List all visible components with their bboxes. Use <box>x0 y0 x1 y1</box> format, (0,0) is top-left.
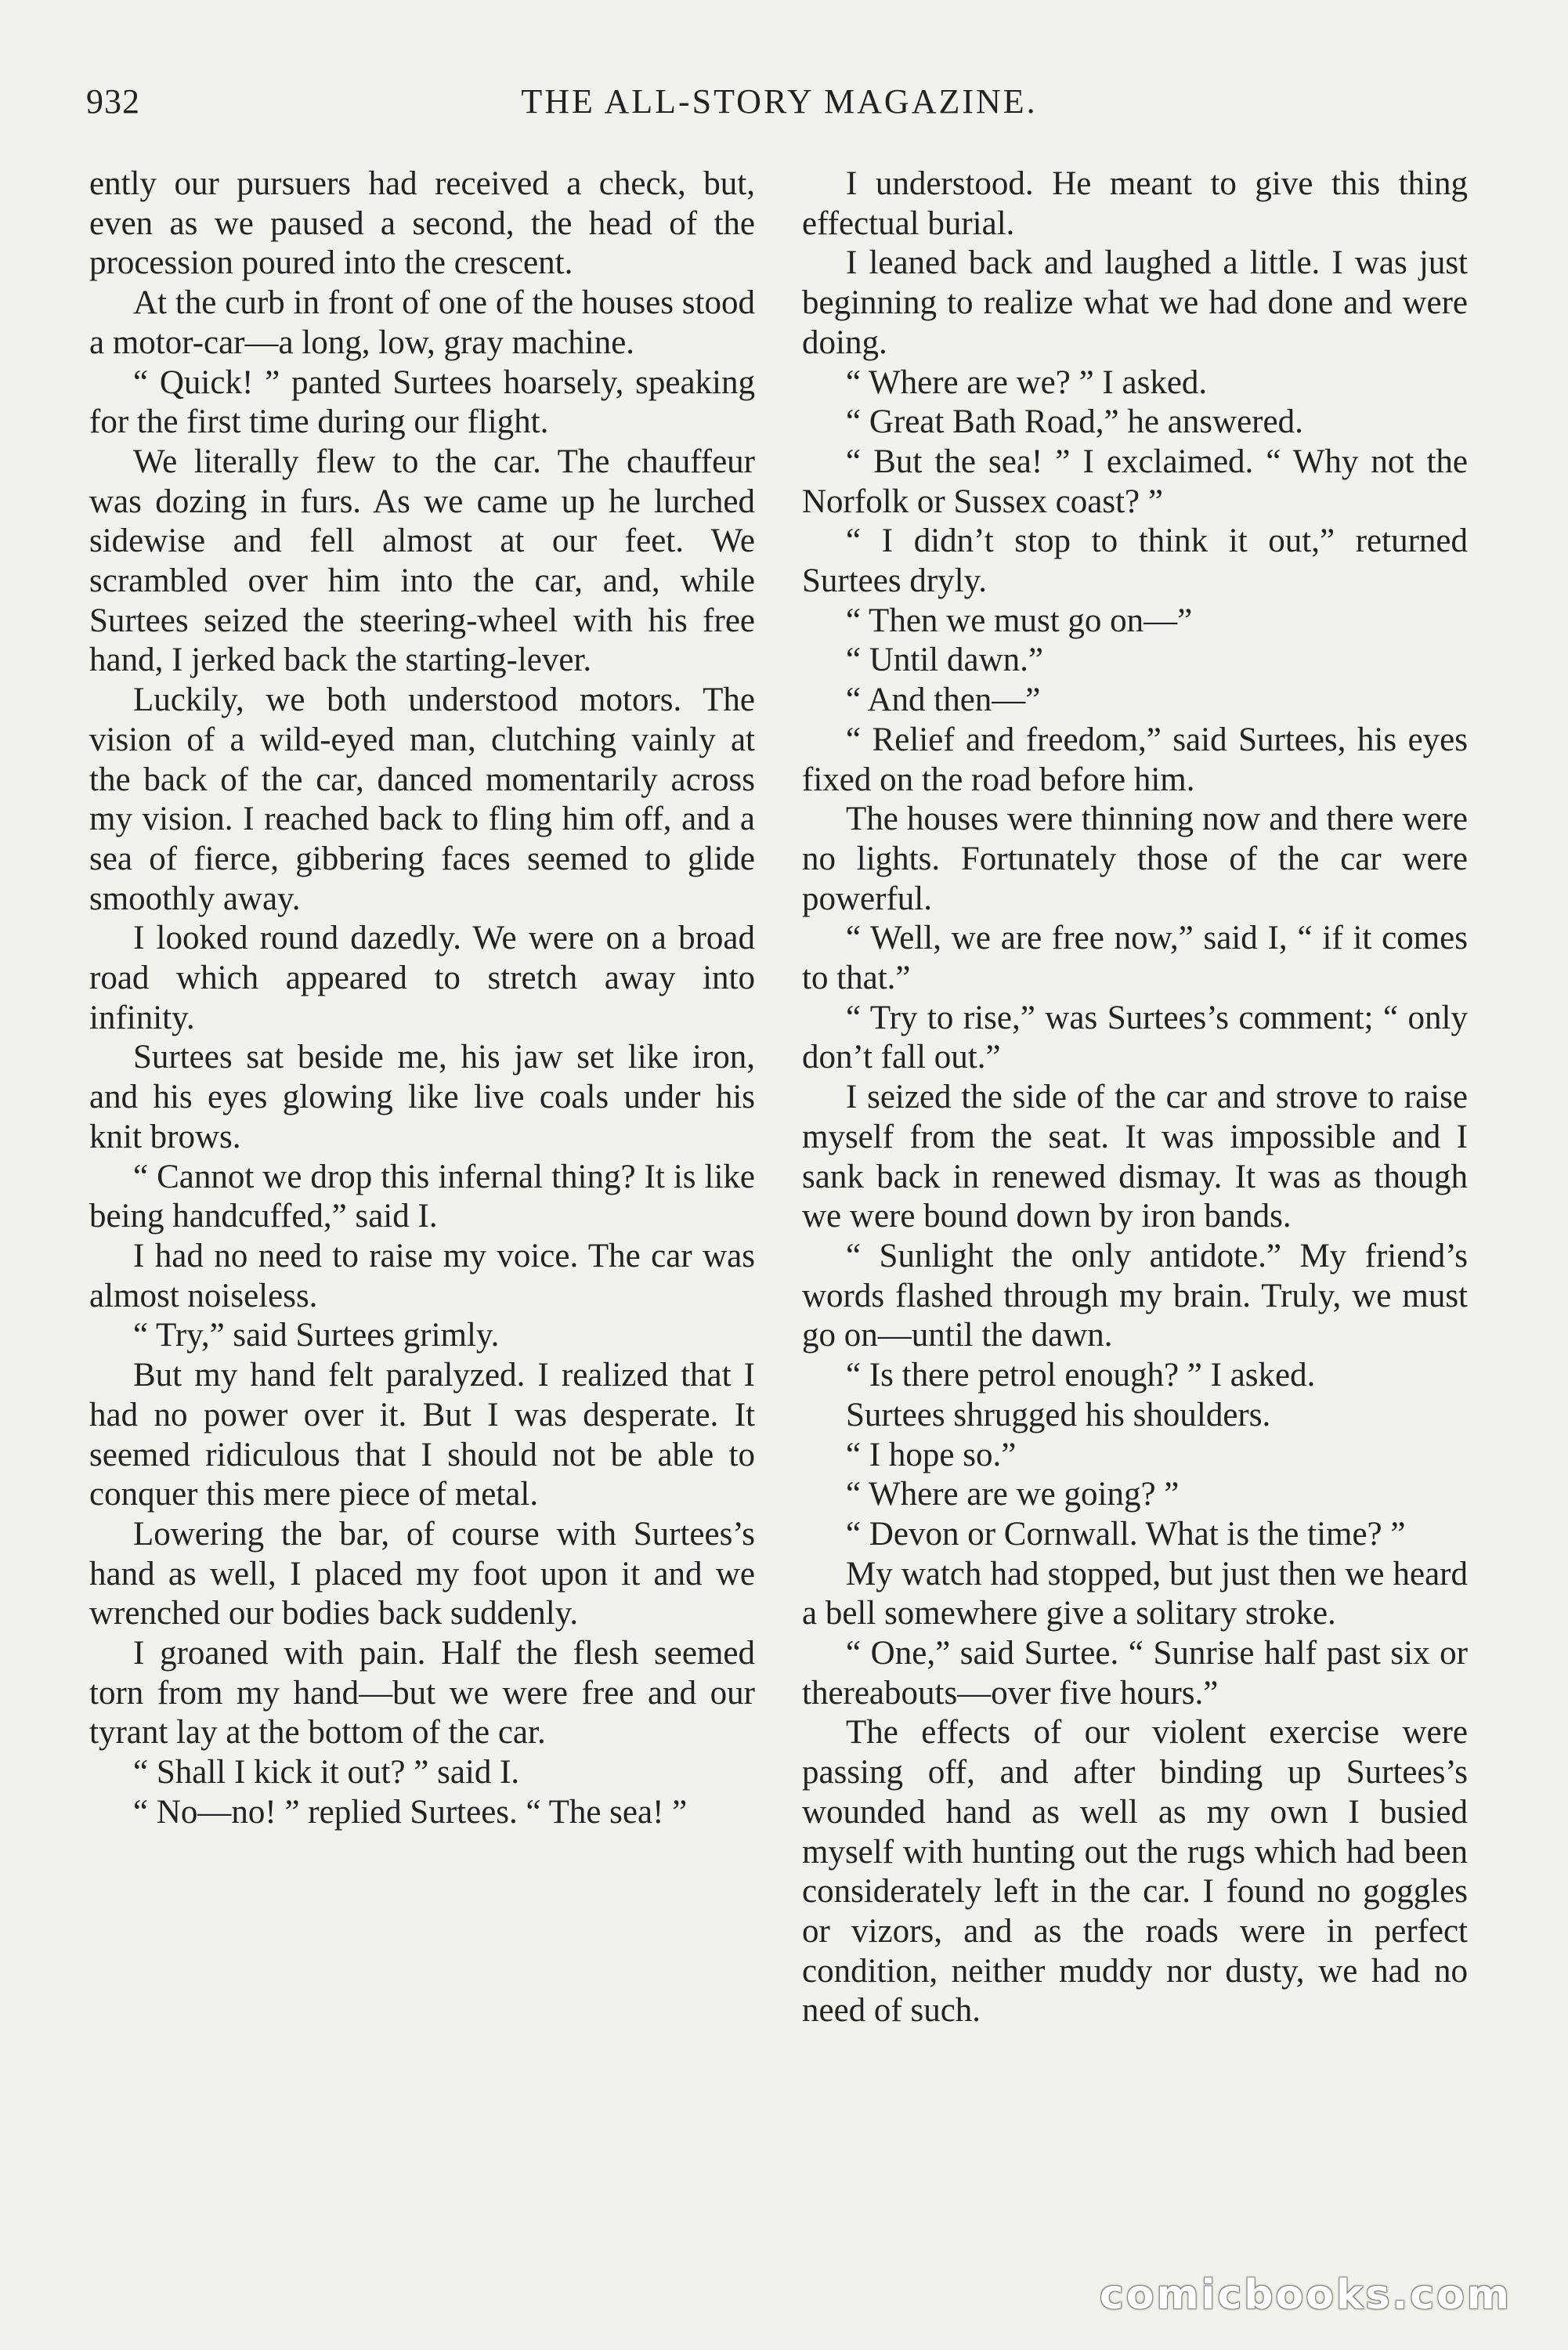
paragraph: “ But the sea! ” I exclaimed. “ Why not the Norfolk or Sussex coast? ” <box>802 443 1468 520</box>
paragraph: Luckily, we both understood motors. The vision of a wild-eyed man, clutching vainly at the back of the car, danced momentarily across my vision. I reached back to fling him off, and a sea of fierce, gibbering faces seemed to glide smoothly away. <box>89 682 755 917</box>
paragraph: “ Great Bath Road,” he answered. <box>846 403 1303 441</box>
paragraph: “ Devon or Cornwall. What is the time? ” <box>846 1515 1406 1553</box>
paragraph: “ No—no! ” replied Surtees. “ The sea! ” <box>133 1793 688 1831</box>
paragraph: “ Try,” said Surtees grimly. <box>133 1317 500 1354</box>
page-header <box>86 81 1472 132</box>
paragraph: “ Shall I kick it out? ” said I. <box>133 1754 520 1791</box>
running-title: THE ALL-STORY MAGAZINE. <box>521 82 1038 121</box>
paragraph: I leaned back and laughed a little. I was just beginning to realize what we had done and were doing. <box>802 244 1468 361</box>
paragraph: “ Where are we? ” I asked. <box>846 363 1208 401</box>
paragraph: ently our pursuers had received a check, but, even as we paused a second, the head of the procession poured into the crescent. <box>89 165 755 282</box>
paragraph: “ Sunlight the only antidote.” My friend’s words flashed through my brain. Truly, we must go on—until the dawn. <box>802 1237 1468 1354</box>
paragraph: The effects of our violent exercise were passing off, and after binding up Surtees’s wounded hand as well as my own I busied myself with hunting out the rugs which had been considerately left in the car. I found no goggles or vizors, and as the roads were in perfect condition, neither muddy nor dusty, we had no need of such. <box>802 1714 1468 2030</box>
left-column <box>89 164 755 1833</box>
paragraph: I seized the side of the car and strove to raise myself from the seat. It was impossible and I sank back in renewed dismay. It was as though we were bound down by iron bands. <box>802 1079 1468 1235</box>
paragraph: “ Cannot we drop this infernal thing? It is like being handcuffed,” said I. <box>89 1158 755 1235</box>
paragraph: “ Where are we going? ” <box>846 1476 1180 1513</box>
paragraph: “ Try to rise,” was Surtees’s comment; “ only don’t fall out.” <box>802 999 1468 1076</box>
paragraph: We literally flew to the car. The chauffeur was dozing in furs. As we came up he lurched sidewise and fell almost at our feet. We scrambled over him into the car, and, while Surtees seized the steering-wheel with his free hand, I jerked back the starting-lever. <box>89 443 755 679</box>
watermark: comicbooks.com <box>1099 2272 1512 2319</box>
paragraph: But my hand felt paralyzed. I realized that I had no power over it. But I was desperate. It seemed ridiculous that I should not be able to conquer this mere piece of metal. <box>89 1357 755 1513</box>
paragraph: I looked round dazedly. We were on a broad road which appeared to stretch away into infinity. <box>89 920 755 1036</box>
paragraph: My watch had stopped, but just then we heard a bell somewhere give a solitary stroke. <box>802 1555 1468 1632</box>
paragraph: “ Well, we are free now,” said I, “ if it comes to that.” <box>802 920 1468 997</box>
paragraph: I had no need to raise my voice. The car was almost noiseless. <box>89 1237 755 1314</box>
paragraph: At the curb in front of one of the houses stood a motor-car—a long, low, gray machine. <box>89 284 755 361</box>
paragraph: Surtees shrugged his shoulders. <box>846 1396 1271 1434</box>
paragraph: “ Is there petrol enough? ” I asked. <box>846 1357 1316 1394</box>
paragraph: The houses were thinning now and there were no lights. Fortunately those of the car were powerful. <box>802 801 1468 917</box>
paragraph: “ Then we must go on—” <box>846 602 1193 639</box>
paragraph: Lowering the bar, of course with Surtees’s hand as well, I placed my foot upon it and we wrenched our bodies back suddenly. <box>89 1515 755 1632</box>
paragraph: Surtees sat beside me, his jaw set like iron, and his eyes glowing like live coals under his knit brows. <box>89 1039 755 1155</box>
right-column <box>802 164 1468 2031</box>
paragraph: I groaned with pain. Half the flesh seemed torn from my hand—but we were free and our tyrant lay at the bottom of the car. <box>89 1635 755 1752</box>
paragraph: “ Relief and freedom,” said Surtees, his eyes fixed on the road before him. <box>802 721 1468 798</box>
paragraph: “ Quick! ” panted Surtees hoarsely, speaking for the first time during our flight. <box>89 363 755 441</box>
paragraph: “ Until dawn.” <box>846 642 1043 679</box>
paragraph: “ And then—” <box>846 682 1041 719</box>
paragraph: “ I hope so.” <box>846 1436 1017 1473</box>
paragraph: “ I didn’t stop to think it out,” returned Surtees dryly. <box>802 522 1468 600</box>
paragraph: I understood. He meant to give this thing effectual burial. <box>802 165 1468 242</box>
paragraph: “ One,” said Surtee. “ Sunrise half past six or thereabouts—over five hours.” <box>802 1635 1468 1712</box>
page-number: 932 <box>86 82 140 121</box>
